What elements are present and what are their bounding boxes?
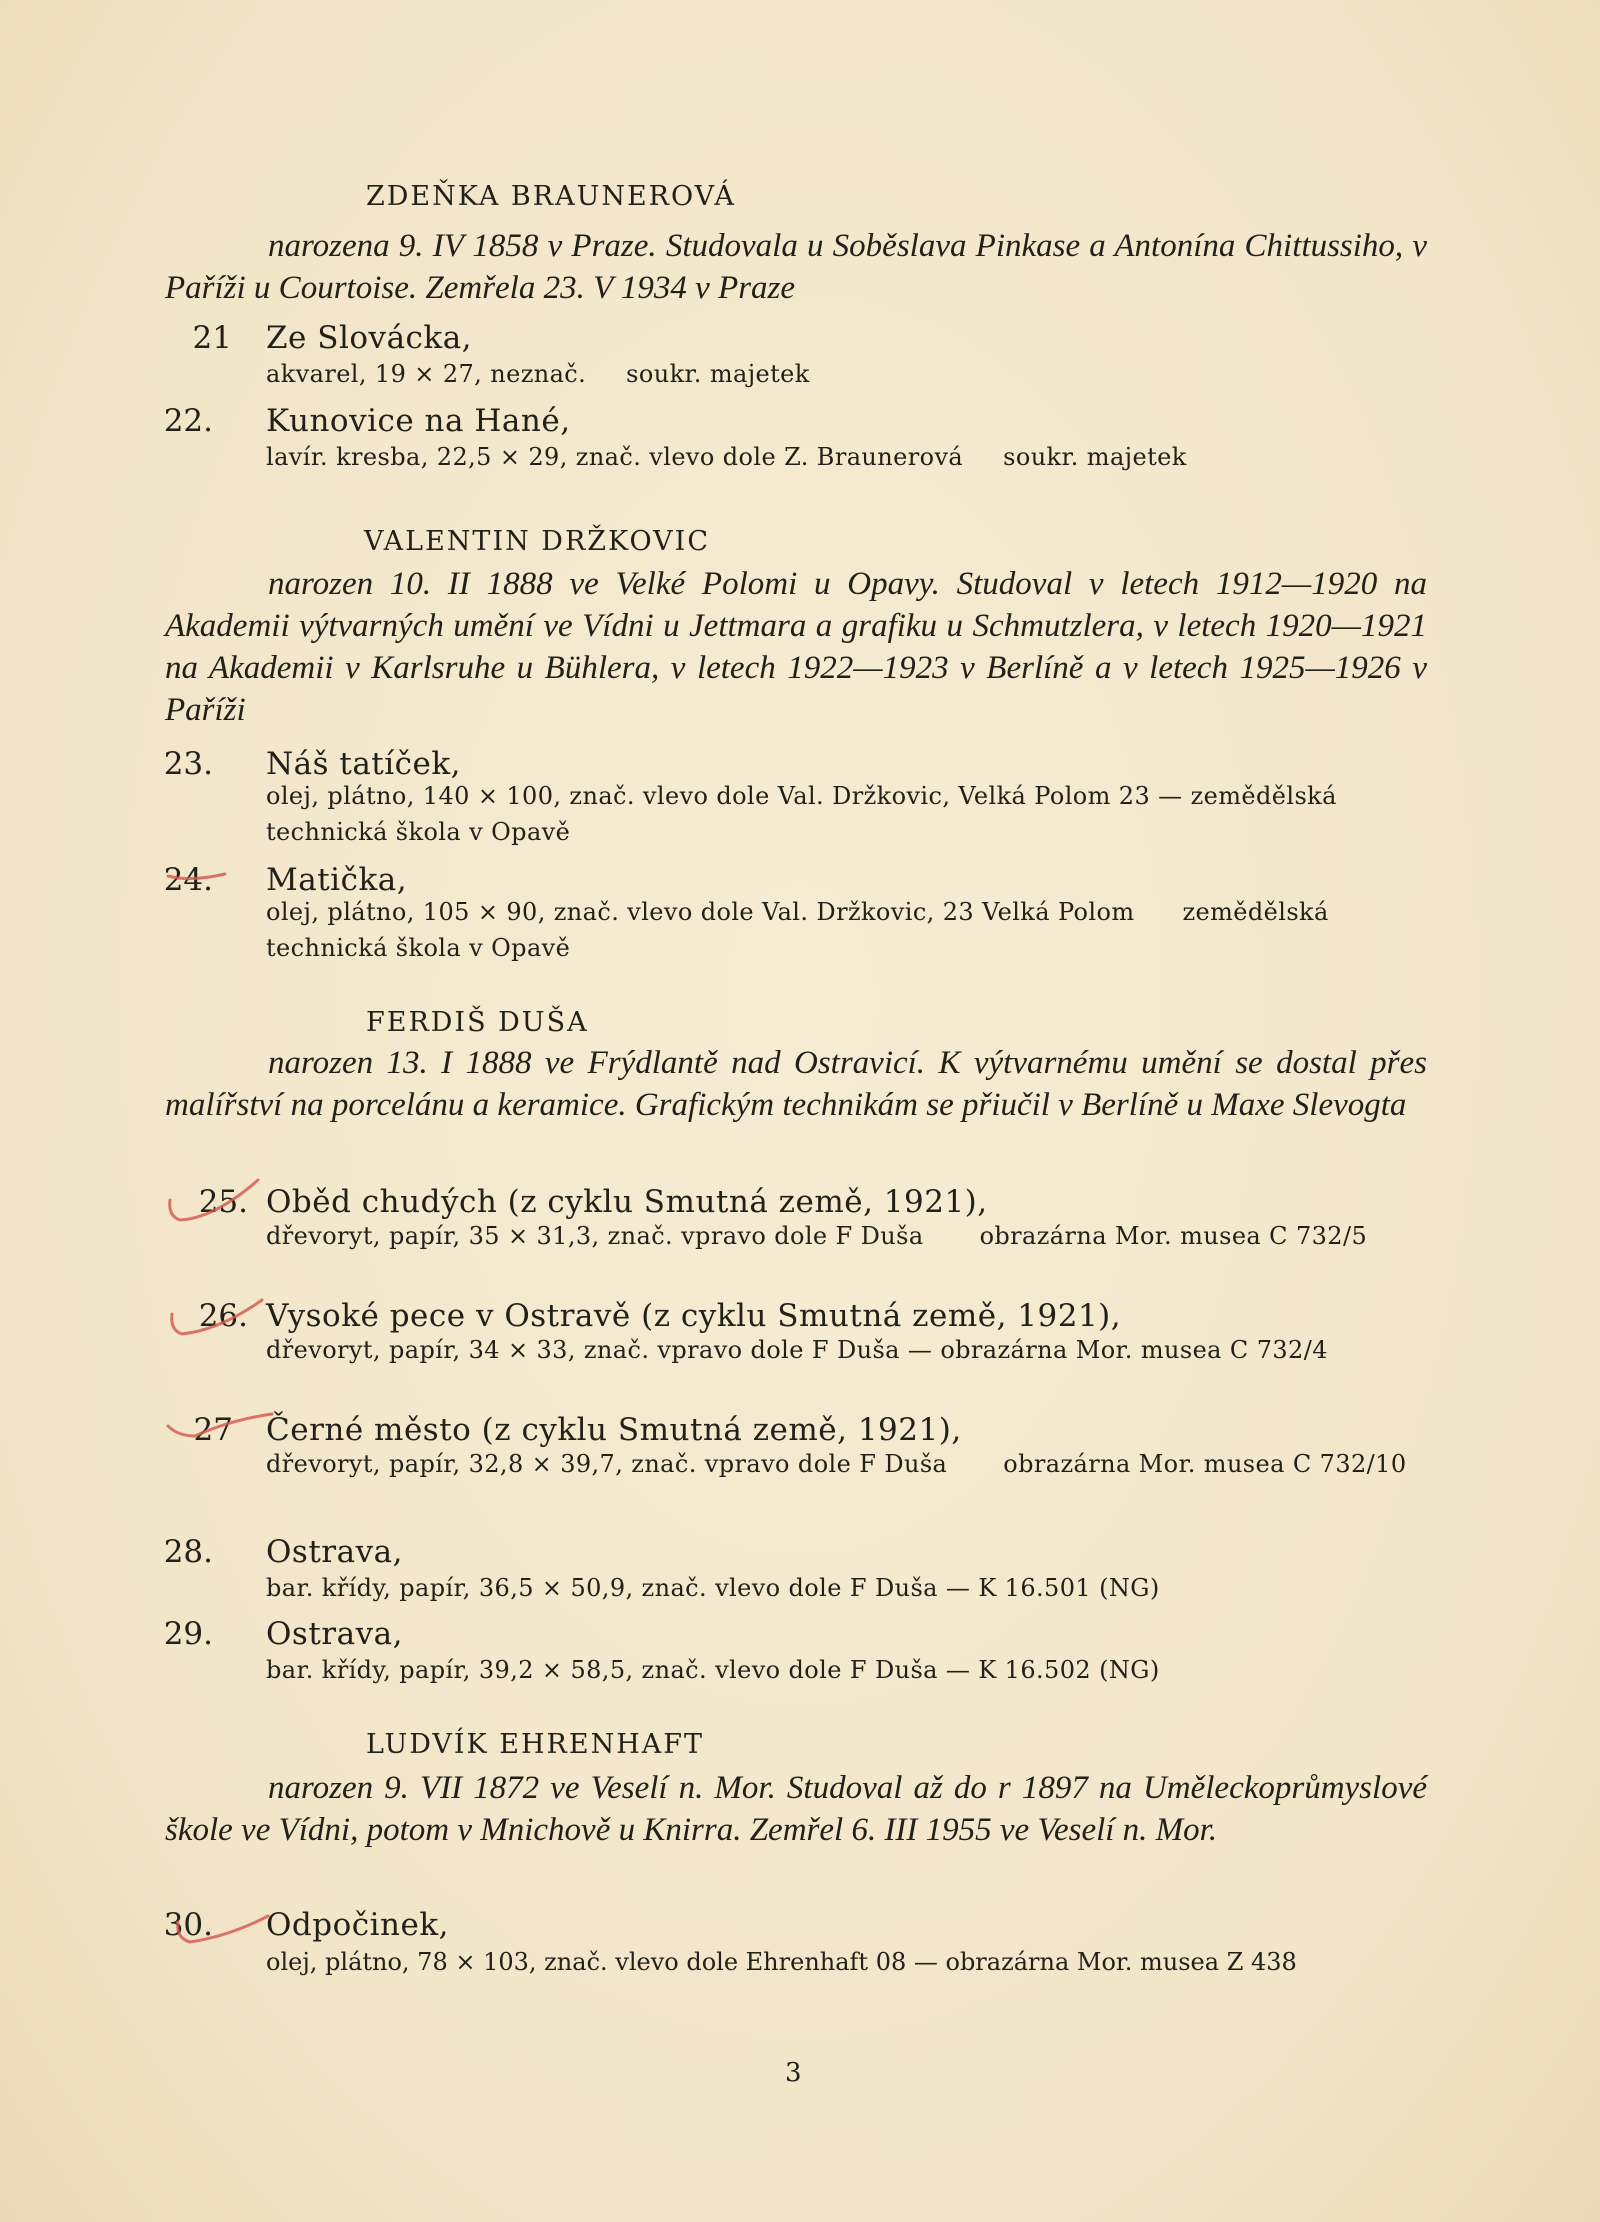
item-number: 27 [193,1412,233,1448]
item-title: Odpočinek, [266,1907,449,1943]
item-detail [266,439,1424,475]
artist-bio: narozen 13. I 1888 ve Frýdlantě nad Ostravicí. K výtvarnému umění se dostal přes malířství na porcelánu a keramice. Grafickým technikám se přiučil v Berlíně u Maxe Slevogta [165,1045,1427,1123]
item-medium: olej, plátno, 105 × 90, znač. vlevo dole Val. Držkovic, 23 Velká Polom [266,898,1135,926]
item-number: 22. [163,403,213,439]
item-owner: obrazárna Mor. musea C 732/10 [1003,1450,1407,1478]
item-detail: olej, plátno, 140 × 100, znač. vlevo dole Val. Držkovic, Velká Polom 23 — zemědělská technická škola v Opavě [266,782,1337,846]
item-title: Ze Slovácka, [266,320,473,356]
item-detail: olej, plátno, 78 × 103, znač. vlevo dole Ehrenhaft 08 — obrazárna Mor. musea Z 438 [266,1948,1297,1976]
item-medium: akvarel, 19 × 27, neznač. [266,360,587,388]
item-detail [266,1446,1424,1482]
item-number: 28. [163,1534,213,1570]
item-owner: obrazárna Mor. musea C 732/5 [979,1222,1368,1250]
item-owner: soukr. majetek [626,360,810,388]
artist-heading: FERDIŠ DUŠA [366,1007,589,1038]
artist-bio: narozena 9. IV 1858 v Praze. Studovala u Soběslava Pinkase a Antonína Chittussiho, v Paříži u Courtoise. Zemřela 23. V 1934 v Praze [165,228,1427,306]
item-detail [266,356,1424,392]
item-title: Oběd chudých (z cyklu Smutná země, 1921), [266,1184,988,1220]
item-medium: lavír. kresba, 22,5 × 29, znač. vlevo dole Z. Braunerová [266,443,964,471]
page-number: 3 [785,2058,802,2088]
item-title: Černé město (z cyklu Smutná země, 1921), [266,1412,962,1448]
item-detail [266,894,1424,966]
item-detail: bar. křídy, papír, 39,2 × 58,5, znač. vlevo dole F Duša — K 16.502 (NG) [266,1656,1160,1684]
item-number: 21 [192,320,232,356]
artist-heading: ZDEŇKA BRAUNEROVÁ [366,181,736,212]
item-medium: dřevoryt, papír, 35 × 31,3, znač. vpravo dole F Duša [266,1222,924,1250]
item-number: 30. [163,1907,213,1943]
item-number: 26. [198,1298,248,1334]
item-owner: zemědělská technická škola v Opavě [266,898,1329,962]
item-title: Ostrava, [266,1616,403,1652]
item-title: Kunovice na Hané, [266,403,571,439]
item-number: 25. [198,1184,248,1220]
artist-heading: LUDVÍK EHRENHAFT [366,1729,705,1760]
item-title: Vysoké pece v Ostravě (z cyklu Smutná země, 1921), [266,1298,1122,1334]
artist-bio: narozen 10. II 1888 ve Velké Polomi u Opavy. Studoval v letech 1912—1920 na Akademii výtvarných umění ve Vídni u Jettmara a grafiku u Schmutzlera, v letech 1920—1921 na Akademii v Karlsruhe u Bühlera, v letech 1922—1923 v Berlíně a v letech 1925—1926 v Paříži [165,566,1427,728]
item-title: Náš tatíček, [266,746,462,782]
item-number: 24. [163,862,213,898]
artist-heading: VALENTIN DRŽKOVIC [364,526,710,557]
item-number: 23. [163,746,213,782]
item-detail: dřevoryt, papír, 34 × 33, znač. vpravo dole F Duša — obrazárna Mor. musea C 732/4 [266,1336,1328,1364]
artist-bio: narozen 9. VII 1872 ve Veselí n. Mor. Studoval až do r 1897 na Uměleckoprůmyslové škole ve Vídni, potom v Mnichově u Knirra. Zemřel 6. III 1955 ve Veselí n. Mor. [165,1770,1427,1848]
item-detail [266,1218,1424,1254]
item-owner: soukr. majetek [1003,443,1187,471]
item-number: 29. [163,1616,213,1652]
item-title: Ostrava, [266,1534,403,1570]
item-title: Matička, [266,862,408,898]
item-medium: dřevoryt, papír, 32,8 × 39,7, znač. vpravo dole F Duša [266,1450,948,1478]
item-detail: bar. křídy, papír, 36,5 × 50,9, znač. vlevo dole F Duša — K 16.501 (NG) [266,1574,1160,1602]
